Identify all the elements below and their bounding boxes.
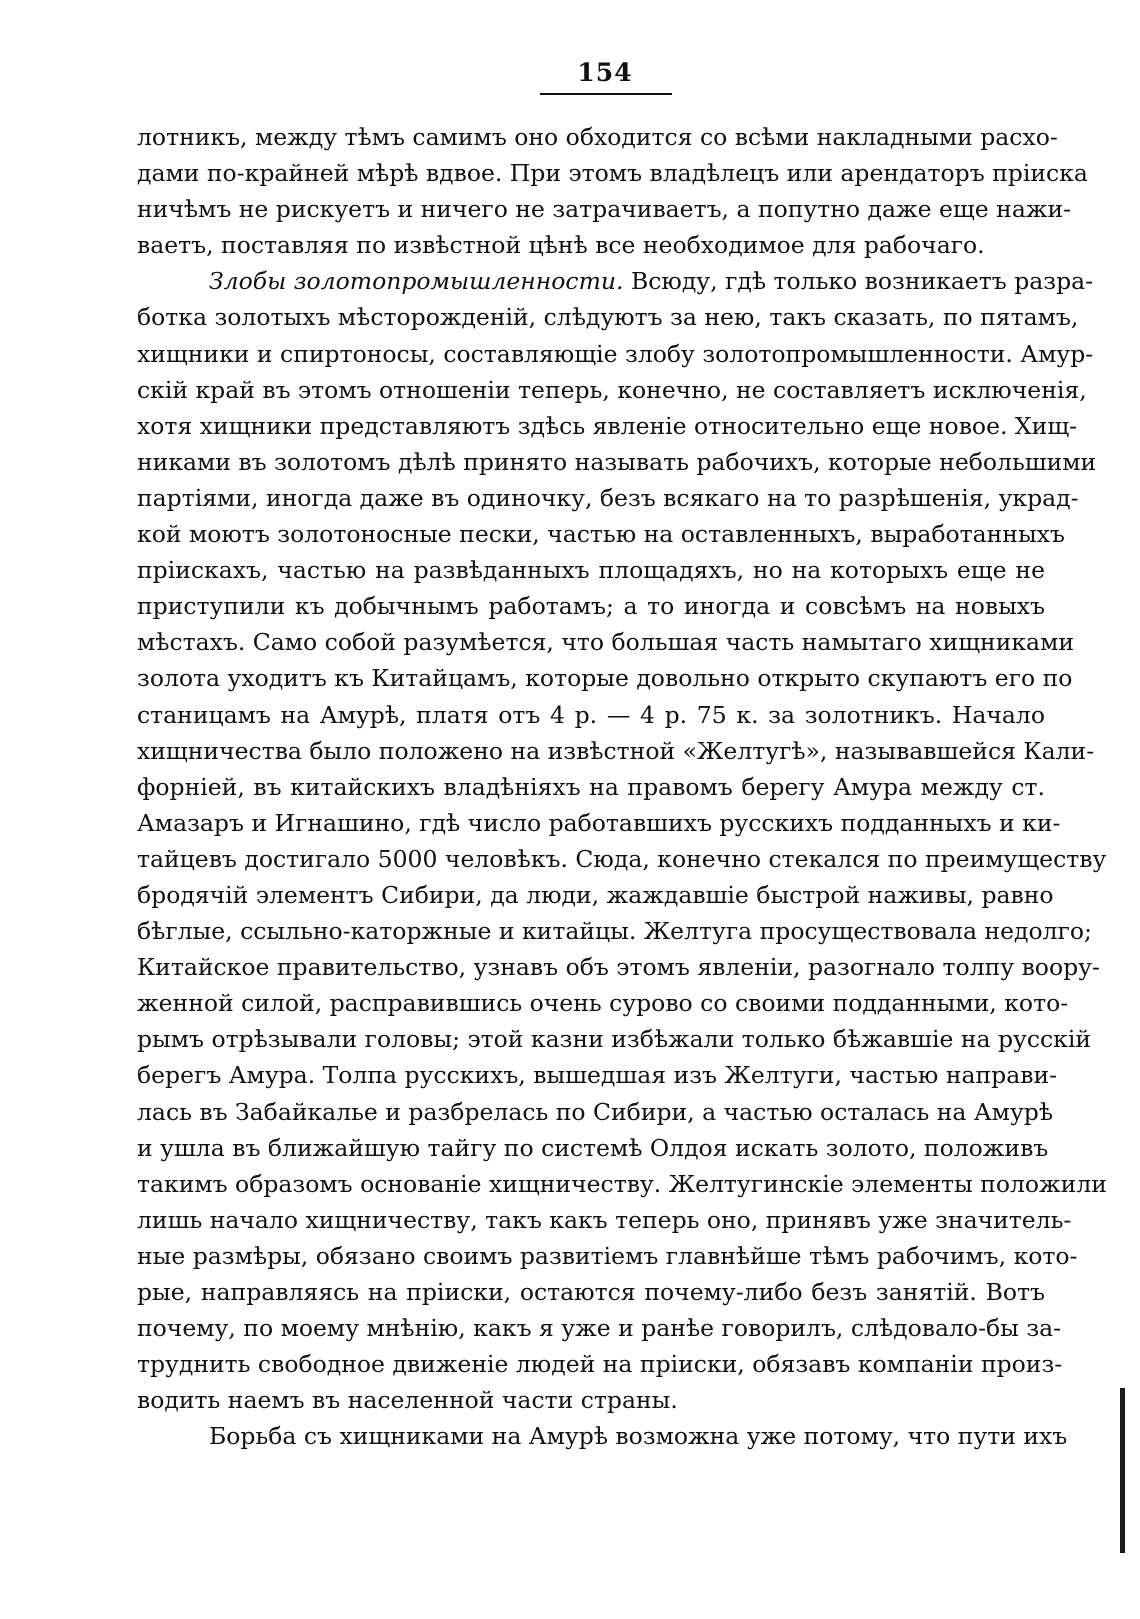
text-line <box>137 1166 1107 1202</box>
text-line <box>137 985 1069 1021</box>
text-line <box>137 1021 1092 1057</box>
margin-scan-mark <box>1120 1388 1125 1553</box>
text-line <box>137 1057 1058 1093</box>
text-line <box>137 408 1078 444</box>
text-line-content: пріискахъ, частью на развѣданныхъ площадяхъ, но на которыхъ еще не <box>137 556 1045 585</box>
text-line-content: ботка золотыхъ мѣсторожденій, слѣдуютъ за нею, такъ сказать, по пятамъ, <box>137 303 1079 332</box>
text-line-content: лотникъ, между тѣмъ самимъ оно обходится со всѣми накладными расхо- <box>137 123 1058 151</box>
text-line-content: бѣглые, ссыльно-каторжные и китайцы. Желтуга просуществовала недолго; <box>137 917 1092 946</box>
text-line <box>137 372 1087 408</box>
text-line <box>137 805 1061 841</box>
text-line-content: мѣстахъ. Само собой разумѣется, что большая часть намытаго хищниками <box>137 628 1075 657</box>
text-line <box>137 913 1092 949</box>
text-line <box>137 841 1107 877</box>
text-line-content: водить наемъ въ населенной части страны. <box>137 1386 678 1415</box>
text-line <box>137 119 1058 155</box>
text-line-content: и ушла въ ближайшую тайгу по системѣ Олдоя искать золото, положивъ <box>137 1133 1049 1162</box>
text-line-content: женной силой, расправившись очень сурово со своими подданными, кото- <box>137 989 1069 1018</box>
page-number-rule <box>540 93 672 95</box>
text-line <box>137 624 1075 660</box>
text-line-content: станицамъ на Амурѣ, платя отъ 4 р. — 4 р. 75 к. за золотникъ. Начало <box>137 700 1045 729</box>
text-line-content: бродячій элементъ Сибири, да люди, жаждавшіе быстрой наживы, равно <box>137 880 1054 909</box>
text-line-content: хотя хищники представляютъ здѣсь явленіе относительно еще новое. Хищ- <box>137 411 1078 440</box>
text-line <box>137 299 1079 335</box>
text-line <box>137 263 1094 299</box>
section-heading: Злобы золотопромышленности. <box>209 267 624 296</box>
text-line-content: Китайское правительство, узнавъ объ этомъ явленіи, разогнало толпу воору- <box>137 953 1100 982</box>
text-line-content: кой моютъ золотоносные пески, частью на оставленныхъ, выработанныхъ <box>137 520 1065 549</box>
text-line-content: хищничества было положено на извѣстной «Желтугѣ», называвшейся Кали- <box>137 736 1095 765</box>
text-line-content: ные размѣры, обязано своимъ развитіемъ главнѣйше тѣмъ рабочимъ, кото- <box>137 1241 1078 1270</box>
text-line <box>137 877 1054 913</box>
text-line-content: дами по-крайней мѣрѣ вдвое. При этомъ владѣлецъ или арендаторъ пріиска <box>137 159 1088 188</box>
text-line <box>137 1238 1078 1274</box>
text-line <box>137 660 1073 696</box>
text-line <box>137 155 1088 191</box>
text-line <box>137 1130 1049 1166</box>
text-line-content: тайцевъ достигало 5000 человѣкъ. Сюда, конечно стекался по преимуществу <box>137 844 1107 873</box>
text-line-content: лишь начало хищничеству, такъ какъ теперь оно, принявъ уже значитель- <box>137 1205 1072 1234</box>
text-line-content: труднить свободное движеніе людей на пріиски, обязавъ компаніи произ- <box>137 1350 1063 1379</box>
text-line <box>137 191 1072 227</box>
text-line-content: Борьба съ хищниками на Амурѣ возможна уже потому, что пути ихъ <box>209 1422 1068 1451</box>
text-line-content: такимъ образомъ основаніе хищничеству. Желтугинскіе элементы положили <box>137 1169 1107 1198</box>
text-line-content: ваетъ, поставляя по извѣстной цѣнѣ все необходимое для рабочаго. <box>137 231 985 260</box>
text-line-content: рымъ отрѣзывали головы; этой казни избѣжали только бѣжавшіе на русскій <box>137 1025 1092 1054</box>
page-number: 154 <box>577 58 633 87</box>
text-line <box>137 552 1045 588</box>
text-line-content: хищники и спиртоносы, составляющіе злобу золотопромышленности. Амур- <box>137 339 1094 368</box>
text-line-content: почему, по моему мнѣнію, какъ я уже и ранѣе говорилъ, слѣдовало-бы за- <box>137 1314 1062 1343</box>
text-line <box>137 480 1079 516</box>
text-line-content: партіями, иногда даже въ одиночку, безъ всякаго на то разрѣшенія, украд- <box>137 483 1079 512</box>
text-line <box>137 1418 1068 1454</box>
text-line-content: ничѣмъ не рискуетъ и ничего не затрачиваетъ, а попутно даже еще нажи- <box>137 195 1072 224</box>
text-line-content: рые, направляясь на пріиски, остаются почему-либо безъ занятій. Вотъ <box>137 1278 1045 1306</box>
text-line-content: приступили къ добычнымъ работамъ; а то иногда и совсѣмъ на новыхъ <box>137 592 1045 621</box>
text-line <box>137 1382 1045 1418</box>
text-line <box>137 516 1065 552</box>
text-line <box>137 1274 1045 1310</box>
text-line-content: форніей, въ китайскихъ владѣніяхъ на правомъ берегу Амура между ст. <box>137 772 1045 801</box>
body-text <box>137 119 1107 1454</box>
text-line <box>137 769 1045 805</box>
text-line-content: Амазаръ и Игнашино, гдѣ число работавшихъ русскихъ подданныхъ и ки- <box>137 808 1061 837</box>
text-line <box>137 444 1097 480</box>
text-line <box>137 227 1045 263</box>
text-line-content: золота уходитъ къ Китайцамъ, которые довольно открыто скупаютъ его по <box>137 664 1073 693</box>
text-line <box>137 697 1045 733</box>
text-line <box>137 1346 1063 1382</box>
text-line <box>137 733 1095 769</box>
text-line <box>137 336 1094 372</box>
text-line <box>137 1094 1053 1130</box>
text-line <box>137 1202 1072 1238</box>
text-line-content: лась въ Забайкалье и разбрелась по Сибири, а частью осталась на Амурѣ <box>137 1097 1053 1126</box>
text-line <box>137 949 1100 985</box>
text-line <box>137 588 1045 624</box>
text-line-content: Всюду, гдѣ только возникаетъ разра- <box>630 267 1094 296</box>
text-line <box>137 1310 1062 1346</box>
text-line-content: берегъ Амура. Толпа русскихъ, вышедшая изъ Желтуги, частью направи- <box>137 1061 1058 1090</box>
text-line-content: скій край въ этомъ отношеніи теперь, конечно, не составляетъ исключенія, <box>137 375 1087 404</box>
text-line-content: никами въ золотомъ дѣлѣ принято называть рабочихъ, которые небольшими <box>137 447 1097 476</box>
